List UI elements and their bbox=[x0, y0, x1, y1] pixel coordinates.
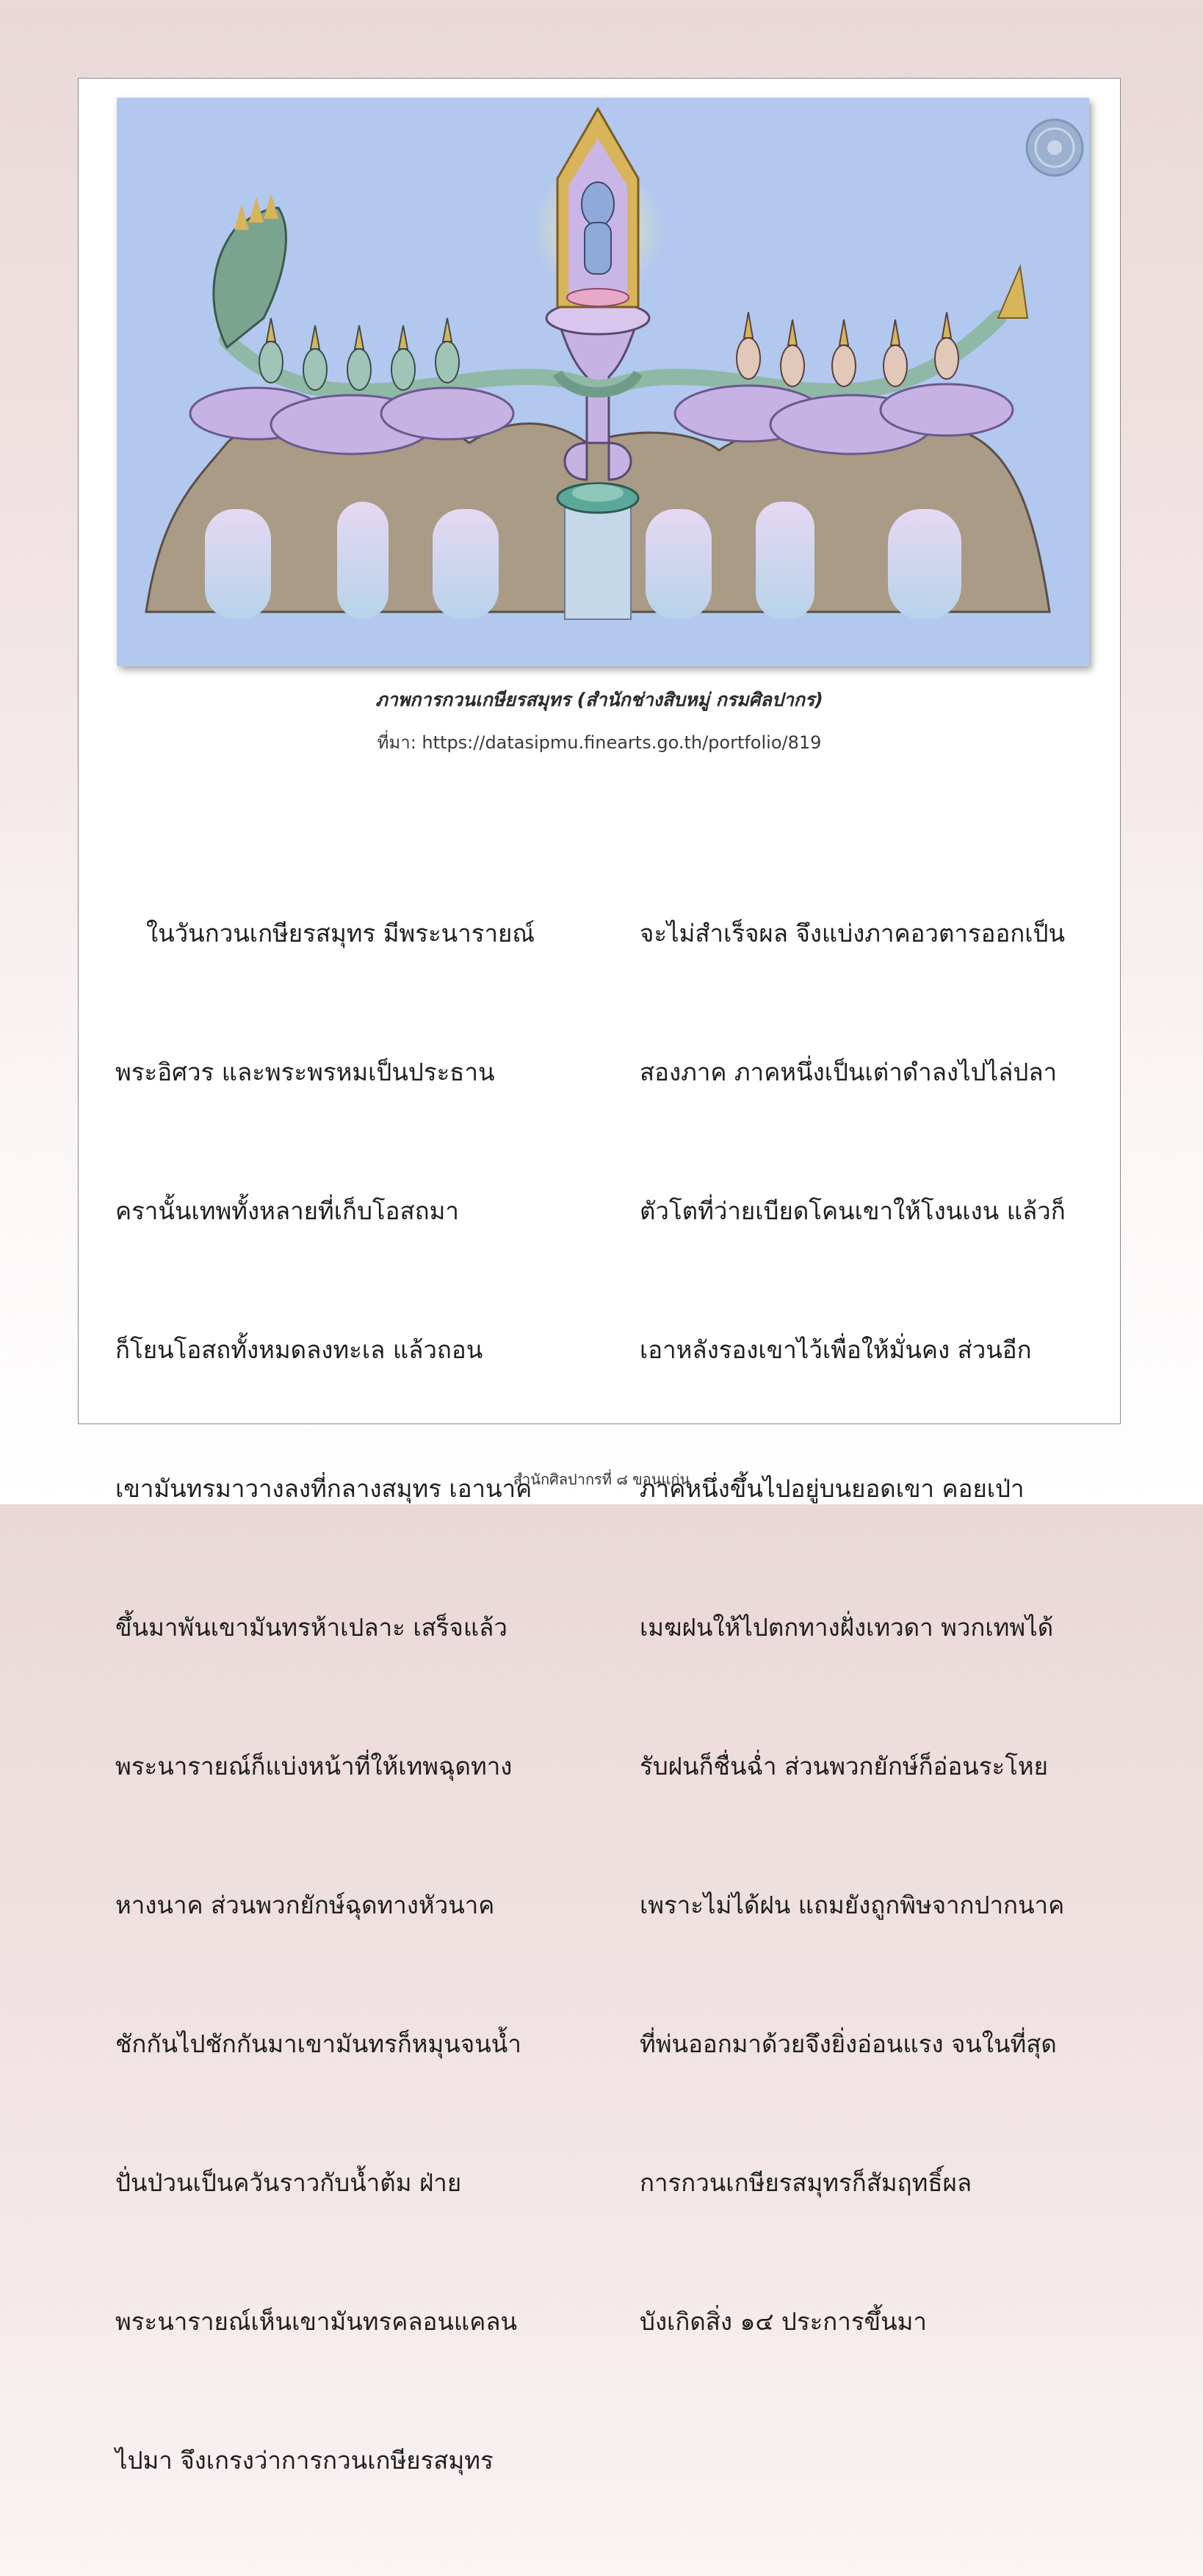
body-line: ไปมา จึงเกรงว่าการกวนเกษียรสมุทร bbox=[115, 2446, 494, 2475]
body-column-right bbox=[640, 818, 1080, 2437]
figure-caption-source: ที่มา: https://datasipmu.finearts.go.th/portfolio/819 bbox=[377, 732, 822, 753]
body-column-left bbox=[115, 818, 556, 2576]
body-line: พระนารายณ์ก็แบ่งหน้าที่ให้เทพฉุดทาง bbox=[115, 1752, 513, 1781]
body-line: หางนาค ส่วนพวกยักษ์ฉุดทางหัวนาค bbox=[115, 1891, 495, 1919]
body-line: พระอิศวร และพระพรหมเป็นประธาน bbox=[115, 1058, 495, 1086]
body-line: เพราะไม่ได้ฝน แถมยังถูกพิษจากปากนาค bbox=[640, 1891, 1065, 1919]
illustration-drawing bbox=[117, 98, 1089, 666]
body-line: ตัวโตที่ว่ายเบียดโคนเขาให้โงนเงน แล้วก็ bbox=[640, 1197, 1066, 1225]
fine-arts-seal-icon bbox=[1027, 120, 1083, 176]
body-line: ครานั้นเทพทั้งหลายที่เก็บโอสถมา bbox=[115, 1197, 459, 1225]
churning-of-the-ocean-illustration bbox=[117, 98, 1089, 666]
body-line: ปั่นป่วนเป็นควันราวกับน้ำต้ม ฝ่าย bbox=[115, 2168, 462, 2197]
body-line: เขามันทรมาวางลงที่กลางสมุทร เอานาค bbox=[115, 1474, 532, 1503]
body-line: การกวนเกษียรสมุทรก็สัมฤทธิ์ผล bbox=[640, 2168, 972, 2197]
body-line: ก็โยนโอสถทั้งหมดลงทะเล แล้วถอน bbox=[115, 1335, 483, 1364]
page-footer: สำนักศิลปากรที่ ๘ ขอนแก่น bbox=[513, 1471, 690, 1488]
body-line: ชักกันไปชักกันมาเขามันทรก็หมุนจนน้ำ bbox=[115, 2030, 521, 2058]
body-line: เอาหลังรองเขาไว้เพื่อให้มั่นคง ส่วนอีก bbox=[640, 1335, 1032, 1364]
body-line: จะไม่สำเร็จผล จึงแบ่งภาคอวตารออกเป็น bbox=[640, 919, 1066, 948]
figure-caption-title: ภาพการกวนเกษียรสมุทร (สำนักช่างสิบหมู่ กรมศิลปากร) bbox=[375, 689, 823, 710]
body-line: สองภาค ภาคหนึ่งเป็นเต่าดำลงไปไล่ปลา bbox=[640, 1058, 1058, 1086]
body-line: เมฆฝนให้ไปตกทางฝั่งเทวดา พวกเทพได้ bbox=[640, 1613, 1054, 1642]
body-line: ที่พ่นออกมาด้วยจึงยิ่งอ่อนแรง จนในที่สุด bbox=[640, 2030, 1057, 2058]
turtle-avatar bbox=[557, 483, 638, 513]
rock-arches bbox=[146, 424, 1050, 619]
body-line: บังเกิดสิ่ง ๑๔ ประการขึ้นมา bbox=[640, 2307, 927, 2336]
body-line: ภาคหนึ่งขึ้นไปอยู่บนยอดเขา คอยเป่า bbox=[640, 1474, 1025, 1503]
body-line: ในวันกวนเกษียรสมุทร มีพระนารายณ์ bbox=[115, 919, 535, 948]
body-line: ขึ้นมาพันเขามันทรห้าเปลาะ เสร็จแล้ว bbox=[115, 1613, 507, 1642]
body-line: พระนารายณ์เห็นเขามันทรคลอนแคลน bbox=[115, 2307, 518, 2336]
body-line: รับฝนก็ชื่นฉ่ำ ส่วนพวกยักษ์ก็อ่อนระโหย bbox=[640, 1752, 1049, 1781]
